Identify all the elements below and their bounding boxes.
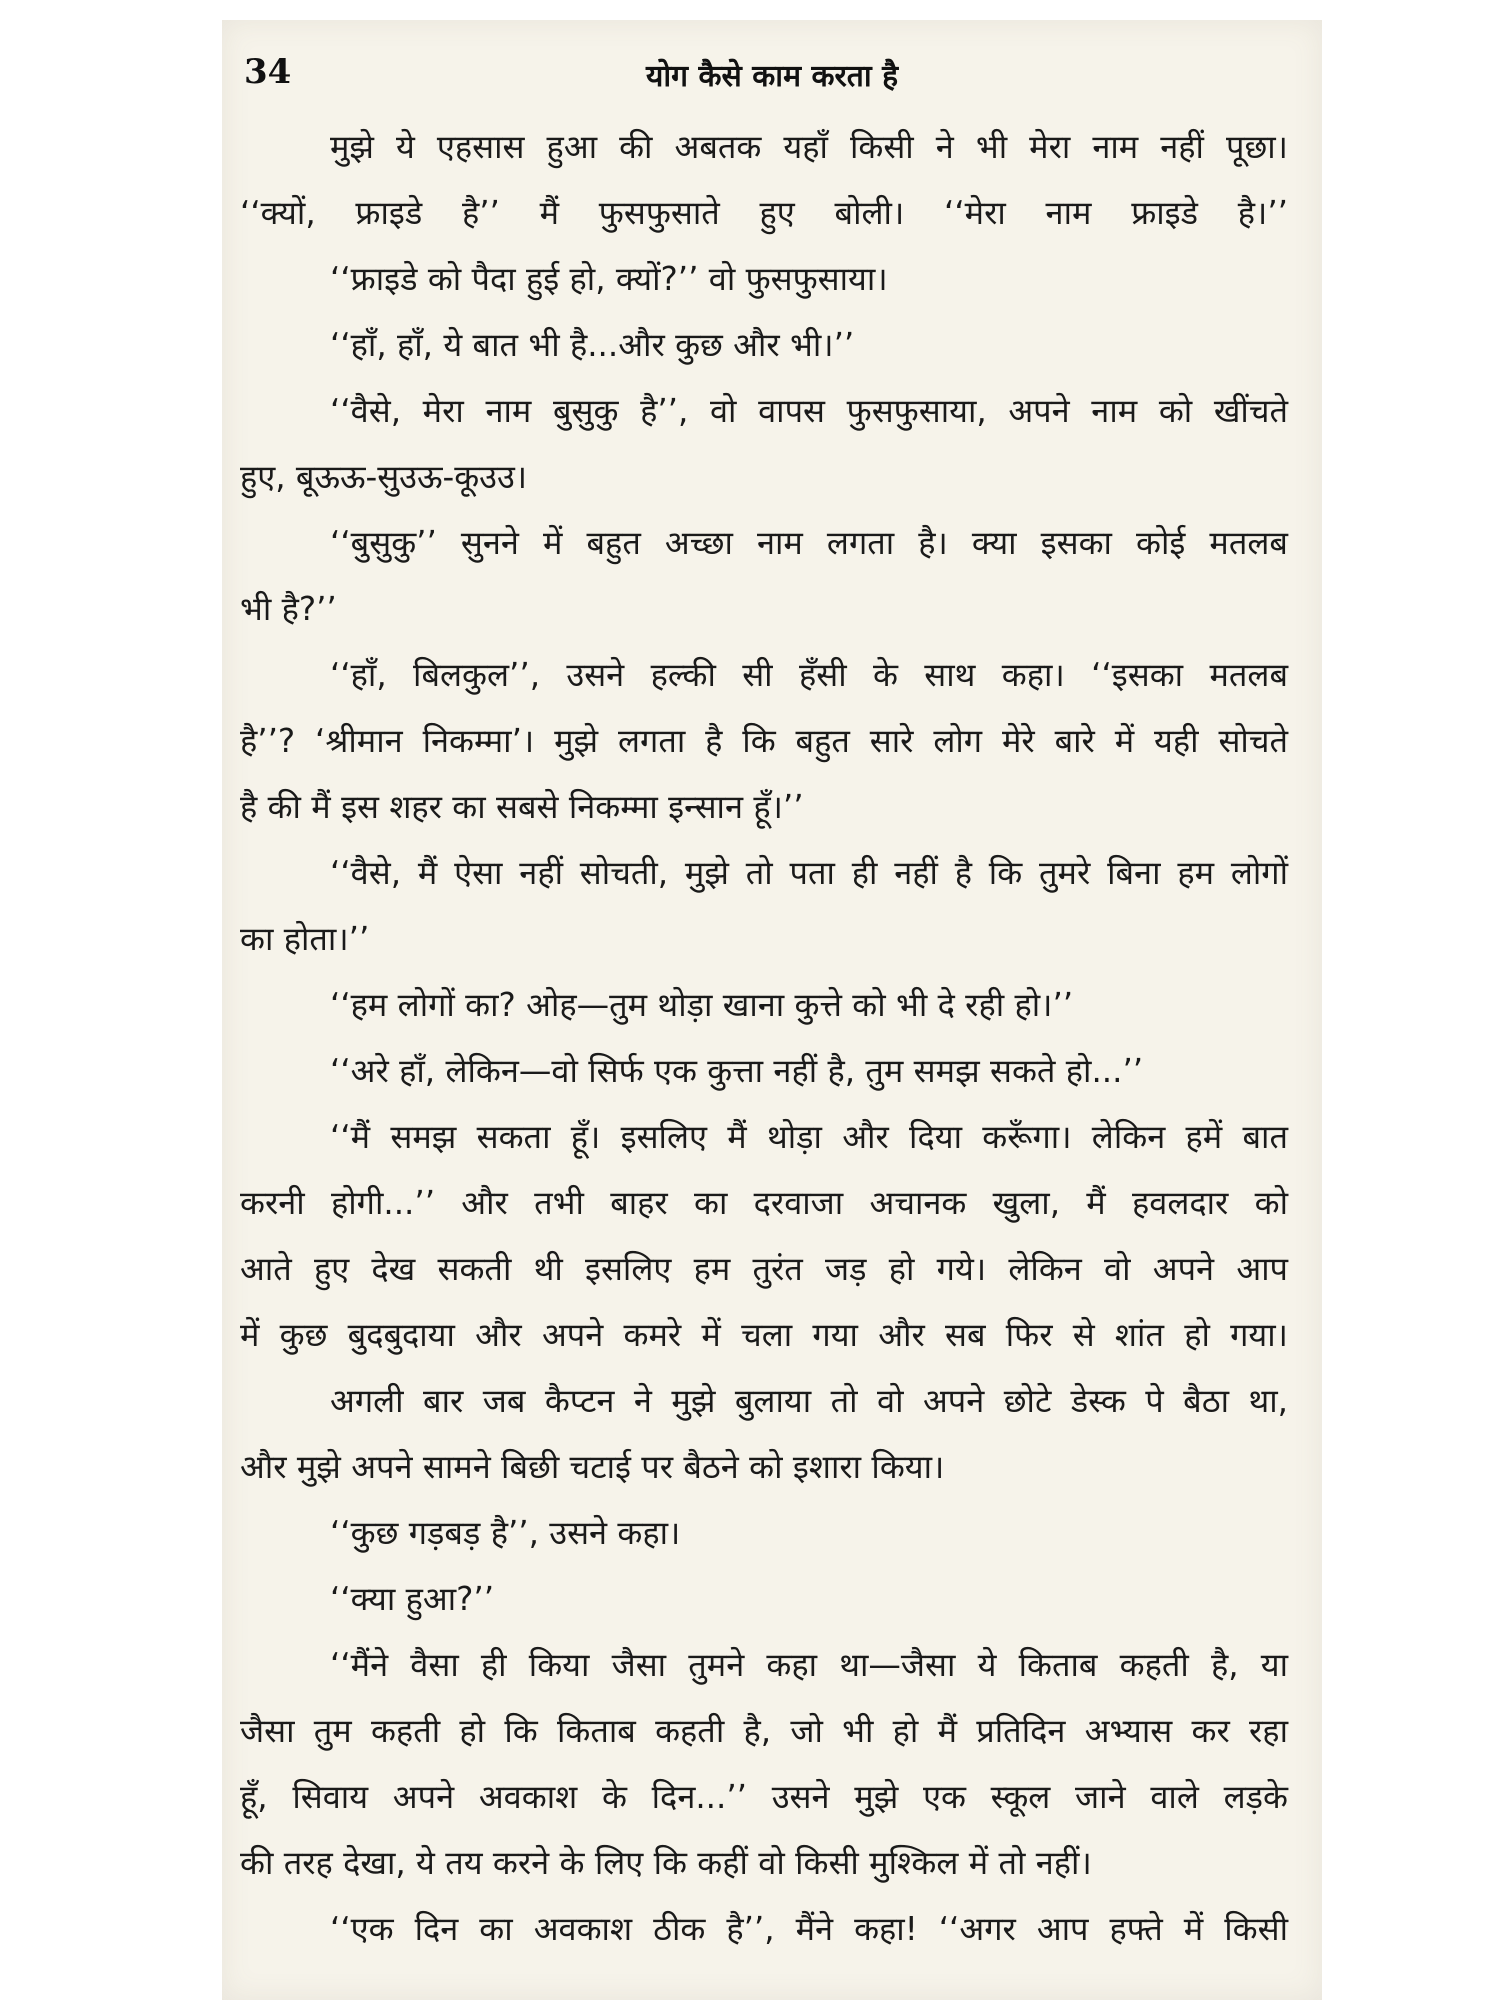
text-line: ‘‘क्यों, फ्राइडे है’’ मैं फुसफुसाते हुए बोली। ‘‘मेरा नाम फ्राइडे है।’’ (240, 194, 1288, 232)
text-line: ‘‘कुछ गड़बड़ है’’, उसने कहा। (330, 1514, 681, 1552)
text-line: ‘‘क्या हुआ?’’ (330, 1580, 495, 1618)
text-line: मुझे ये एहसास हुआ की अबतक यहाँ किसी ने भी मेरा नाम नहीं पूछा। (330, 128, 1288, 166)
text-line: ‘‘मैंने वैसा ही किया जैसा तुमने कहा था—जैसा ये किताब कहती है, या (330, 1646, 1288, 1684)
text-line: आते हुए देख सकती थी इसलिए हम तुरंत जड़ हो गये। लेकिन वो अपने आप (240, 1250, 1288, 1288)
text-line: है की मैं इस शहर का सबसे निकम्मा इन्सान हूँ।’’ (240, 788, 804, 826)
text-line: जैसा तुम कहती हो कि किताब कहती है, जो भी हो मैं प्रतिदिन अभ्यास कर रहा (240, 1712, 1288, 1750)
body-text (240, 114, 1288, 1962)
text-line: अगली बार जब कैप्टन ने मुझे बुलाया तो वो अपने छोटे डेस्क पे बैठा था, (330, 1382, 1288, 1420)
text-line: हूँ, सिवाय अपने अवकाश के दिन...’’ उसने मुझे एक स्कूल जाने वाले लड़के (240, 1778, 1288, 1816)
running-title: योग कैसे काम करता है (645, 59, 899, 94)
text-line: भी है?’’ (240, 590, 337, 628)
text-line: ‘‘हाँ, बिलकुल’’, उसने हल्की सी हँसी के साथ कहा। ‘‘इसका मतलब (330, 656, 1288, 694)
text-line: ‘‘मैं समझ सकता हूँ। इसलिए मैं थोड़ा और दिया करूँगा। लेकिन हमें बात (330, 1118, 1288, 1156)
text-line: ‘‘हम लोगों का? ओह—तुम थोड़ा खाना कुत्ते को भी दे रही हो।’’ (330, 986, 1074, 1024)
text-line: ‘‘एक दिन का अवकाश ठीक है’’, मैंने कहा! ‘‘अगर आप हफ्ते में किसी (330, 1910, 1288, 1948)
text-line: ‘‘फ्राइडे को पैदा हुई हो, क्यों?’’ वो फुसफुसाया। (330, 260, 888, 298)
page-header (222, 48, 1322, 108)
text-line: का होता।’’ (240, 920, 370, 958)
page-number: 34 (244, 52, 292, 92)
text-line: की तरह देखा, ये तय करने के लिए कि कहीं वो किसी मुश्किल में तो नहीं। (240, 1844, 1092, 1882)
text-line: ‘‘अरे हाँ, लेकिन—वो सिर्फ एक कुत्ता नहीं है, तुम समझ सकते हो...’’ (330, 1052, 1144, 1090)
text-line: हुए, बूऊऊ-सुउऊ-कूउउ। (240, 458, 528, 496)
text-line: और मुझे अपने सामने बिछी चटाई पर बैठने को इशारा किया। (240, 1448, 945, 1486)
text-line: ‘‘हाँ, हाँ, ये बात भी है...और कुछ और भी।’’ (330, 326, 855, 364)
text-line: है’’? ‘श्रीमान निकम्मा’। मुझे लगता है कि बहुत सारे लोग मेरे बारे में यही सोचते (240, 722, 1288, 760)
text-line: करनी होगी...’’ और तभी बाहर का दरवाजा अचानक खुला, मैं हवलदार को (240, 1184, 1288, 1222)
text-line: ‘‘वैसे, मेरा नाम बुसुकु है’’, वो वापस फुसफुसाया, अपने नाम को खींचते (330, 392, 1288, 430)
text-line: में कुछ बुदबुदाया और अपने कमरे में चला गया और सब फिर से शांत हो गया। (240, 1316, 1288, 1354)
text-line: ‘‘वैसे, मैं ऐसा नहीं सोचती, मुझे तो पता ही नहीं है कि तुमरे बिना हम लोगों (330, 854, 1288, 892)
text-line: ‘‘बुसुकु’’ सुनने में बहुत अच्छा नाम लगता है। क्या इसका कोई मतलब (330, 524, 1288, 562)
